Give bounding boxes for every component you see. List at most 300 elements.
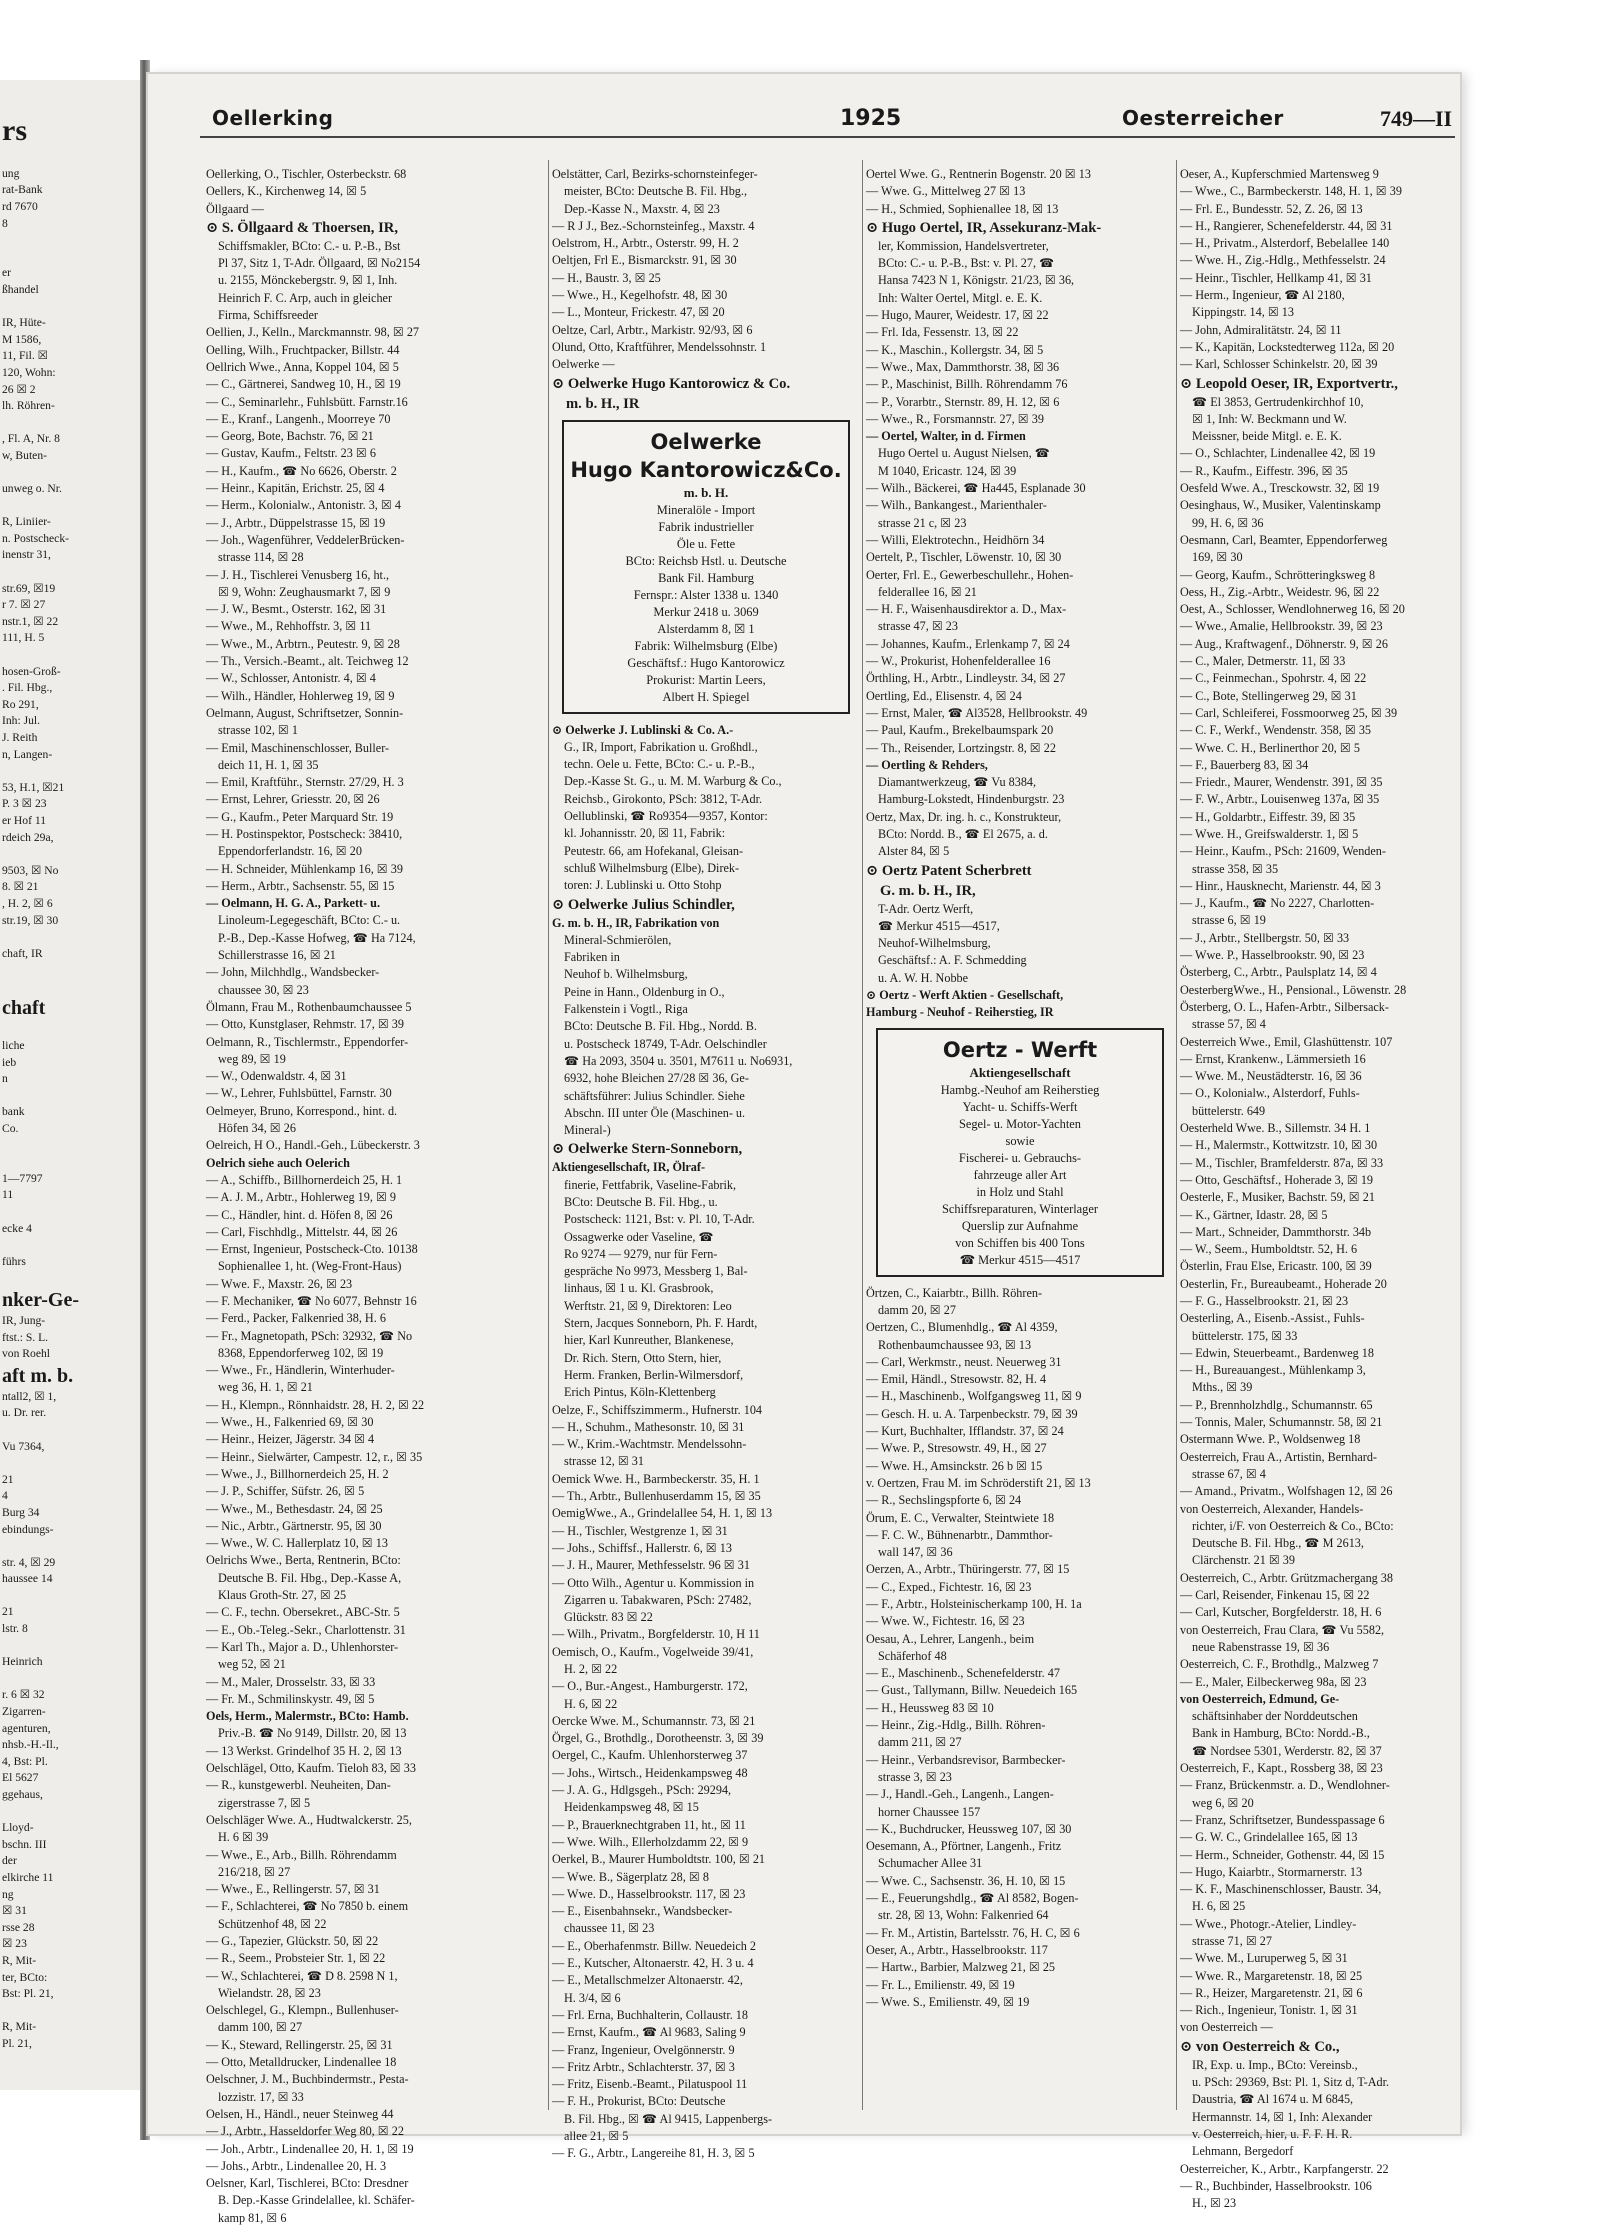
directory-entry-line: H., ☒ 23 <box>1192 2196 1237 2211</box>
directory-entry-line: — Kurt, Buchhalter, Ifflandstr. 37, ☒ 24 <box>866 1424 1064 1439</box>
directory-entry-line: Heidenkampsweg 48, ☒ 15 <box>564 1800 699 1815</box>
fragment-line: chaft, IR <box>2 946 43 960</box>
directory-entry-line: G., IR, Import, Fabrikation u. Großhdl., <box>564 739 758 754</box>
directory-entry-line: — F. G., Hasselbrookstr. 21, ☒ 23 <box>1180 1294 1349 1308</box>
directory-entry-line: — R., Sechslingspforte 6, ☒ 24 <box>866 1493 1022 1508</box>
directory-entry-line: Oesterreich, C. F., Brothdlg., Malzweg 7 <box>1180 1657 1379 1672</box>
fragment-line: liche <box>2 1039 25 1053</box>
fragment-line <box>0 498 140 515</box>
advert-line: Fischerei- u. Gebrauchs- <box>958 1150 1082 1165</box>
directory-entry-line: Daustria, ☎ Al 1674 u. M 6845, <box>1192 2092 1354 2107</box>
directory-entry-line: — Wilh., Händler, Hohlerweg 19, ☒ 9 <box>206 688 395 703</box>
directory-entry-line: G. m. b. H., IR, <box>880 882 976 899</box>
fragment-line: P. 3 ☒ 23 <box>2 797 47 811</box>
directory-entry-line: kl. Johannisstr. 20, ☒ 11, Fabrik: <box>564 826 726 841</box>
directory-entry-line: Oesterreich, F., Kapt., Rossberg 38, ☒ 23 <box>1180 1761 1383 1776</box>
directory-entry-line: techn. Oele u. Fette, BCto: C.- u. P.-B., <box>564 757 755 772</box>
directory-entry-line: Oesterle, F., Musiker, Bachstr. 59, ☒ 21 <box>1180 1190 1375 1205</box>
fragment-line <box>0 1455 140 1472</box>
directory-entry-line: H. 2, ☒ 22 <box>564 1662 618 1676</box>
directory-entry-line: — R J J., Bez.-Schornsteinfeg., Maxstr. 4 <box>552 218 755 233</box>
directory-entry-line: strasse 71, ☒ 27 <box>1192 1933 1272 1948</box>
directory-entry-line: G. m. b. H., IR, Fabrikation von <box>552 915 720 930</box>
fragment-line: Zigarren- <box>2 1705 46 1719</box>
directory-entry-line: — Frl. Erna, Buchhalterin, Collaustr. 18 <box>552 2007 748 2022</box>
directory-entry-line: — Ernst, Ingenieur, Postscheck-Cto. 10138 <box>206 1242 418 1257</box>
directory-entry-line: B. Fil. Hbg., ☒ ☎ Al 9415, Lappenbergs- <box>564 2111 773 2126</box>
directory-entry-line: Wielandstr. 28, ☒ 23 <box>218 1985 321 2000</box>
directory-entry-line: Höfen 34, ☒ 26 <box>218 1121 296 1136</box>
directory-entry-line: — Ernst, Krankenw., Lämmersieth 16 <box>1180 1051 1366 1066</box>
directory-entry-line: H. 6 ☒ 39 <box>218 1830 269 1845</box>
directory-entry-line: von Oesterreich, Alexander, Handels- <box>1180 1501 1364 1516</box>
directory-entry-line: — Wilh., Privatm., Borgfelderstr. 10, H 11 <box>552 1627 760 1642</box>
directory-entry-line: Oertzen, C., Blumenhdlg., ☎ Al 4359, <box>866 1320 1058 1335</box>
directory-entry-line: Oelmann, R., Tischlermstr., Eppendorfer- <box>206 1034 409 1049</box>
fragment-line: aft m. b. <box>2 1364 74 1387</box>
directory-entry-line: — H. F., Waisenhausdirektor a. D., Max- <box>866 602 1067 617</box>
directory-entry-line: — Herm., Ingenieur, ☎ Al 2180, <box>1180 288 1345 303</box>
directory-entry-line: IR, Exp. u. Imp., BCto: Vereinsb., <box>1192 2057 1358 2072</box>
directory-entry-line: ☎ Ha 2093, 3504 u. 3501, M7611 u. No6931, <box>564 1053 793 1068</box>
directory-entry-line: — H., Goldarbtr., Eiffestr. 39, ☒ 35 <box>1180 809 1356 824</box>
directory-entry-line: — Heinr., Heizer, Jägerstr. 34 ☒ 4 <box>206 1432 375 1447</box>
directory-entry-line: kamp 81, ☒ 6 <box>218 2210 287 2225</box>
fragment-line: er <box>2 266 12 280</box>
directory-entry-line: — Karl Th., Major a. D., Uhlenhorster- <box>206 1639 399 1654</box>
directory-entry-line: — Otto, Kunstglaser, Rehmstr. 17, ☒ 39 <box>206 1017 404 1032</box>
directory-entry-line: Oesterreich, C., Arbtr. Grützmachergang 38 <box>1180 1570 1393 1585</box>
directory-entry-line: damm 211, ☒ 27 <box>878 1735 962 1750</box>
fragment-line: lh. Röhren- <box>2 399 55 413</box>
fragment-line <box>0 979 140 996</box>
directory-entry-line: — W., Schlachterei, ☎ D 8. 2598 N 1, <box>206 1968 398 1983</box>
directory-entry-line: — F., Bauerberg 83, ☒ 34 <box>1180 757 1309 772</box>
fragment-line: Bst: Pl. 21, <box>2 1987 54 2001</box>
directory-entry-line: Ölmann, Frau M., Rothenbaumchaussee 5 <box>206 999 412 1014</box>
directory-entry-line: Schiffsmakler, BCto: C.- u. P.-B., Bst <box>218 238 401 253</box>
directory-entry-line: — H., Privatm., Alsterdorf, Bebelallee 140 <box>1180 236 1390 251</box>
directory-entry-line: — Wwe. D., Hasselbrookstr. 117, ☒ 23 <box>552 1886 746 1901</box>
directory-entry-line: Aktiengesellschaft, IR, Ölraf- <box>552 1160 705 1175</box>
directory-entry-line: — Rich., Ingenieur, Tonistr. 1, ☒ 31 <box>1180 2003 1358 2018</box>
directory-entry-line: Heinrich F. C. Arp, auch in gleicher <box>218 290 393 305</box>
directory-entry-line: — John, Admiralitätstr. 24, ☒ 11 <box>1180 322 1342 337</box>
directory-entry-line: — Carl, Kutscher, Borgfelderstr. 18, H. 6 <box>1180 1605 1382 1620</box>
directory-entry-line: 8368, Eppendorferweg 102, ☒ 19 <box>218 1345 384 1360</box>
directory-entry-line: — Wwe. F., Maxstr. 26, ☒ 23 <box>206 1276 353 1291</box>
directory-entry-line: — Fr. M., Schmilinskystr. 49, ☒ 5 <box>206 1691 375 1706</box>
directory-entry-line: — Georg, Bote, Bachstr. 76, ☒ 21 <box>206 429 374 444</box>
directory-entry-line: — J., Kaufm., ☎ No 2227, Charlotten- <box>1180 896 1375 911</box>
fragment-line <box>0 299 140 316</box>
directory-entry-line: — H., Kaufm., ☎ No 6626, Oberstr. 2 <box>206 463 397 478</box>
directory-entry-line: — Wwe. P., Stresowstr. 49, H., ☒ 27 <box>866 1441 1047 1456</box>
directory-entry-line: BCto: Deutsche B. Fil. Hbg., u. <box>564 1194 718 1209</box>
column-divider <box>548 160 549 2110</box>
directory-entry-line: — M., Tischler, Bramfelderstr. 87a, ☒ 33 <box>1180 1155 1384 1170</box>
directory-entry-line: Erich Pintus, Köln-Klettenberg <box>564 1385 716 1400</box>
directory-entry-line: — H., Schmied, Sophienallee 18, ☒ 13 <box>866 201 1059 216</box>
directory-entry-line: — Nic., Arbtr., Gärtnerstr. 95, ☒ 30 <box>206 1518 382 1533</box>
directory-entry-line: — W., Krim.-Wachtmstr. Mendelssohn- <box>552 1437 747 1452</box>
directory-entry-line: — Otto, Metalldrucker, Lindenallee 18 <box>206 2055 397 2070</box>
directory-entry-line: Geschäftsf.: A. F. Schmedding <box>878 953 1027 968</box>
directory-entry-line: — J. A. G., Hdlgsgeh., PSch: 29294, <box>552 1783 732 1798</box>
fragment-line: hosen-Groß- <box>2 664 61 678</box>
directory-entry-line: Falkenstein i Vogtl., Riga <box>564 1002 688 1017</box>
advert-title: Hugo Kantorowicz&Co. <box>570 457 842 482</box>
directory-entry-line: — Otto, Geschäftsf., Hoherade 3, ☒ 19 <box>1180 1172 1374 1187</box>
directory-entry-line: — Wwe. C. H., Berlinerthor 20, ☒ 5 <box>1180 740 1360 755</box>
directory-entry-line: — Joh., Arbtr., Lindenallee 20, H. 1, ☒ 19 <box>206 2141 414 2156</box>
fragment-line: führs <box>2 1254 26 1268</box>
advert-line: ☎ Merkur 4515—4517 <box>959 1252 1081 1267</box>
fragment-line <box>0 2003 140 2020</box>
fragment-line <box>0 1237 140 1254</box>
fragment-line: 120, Wohn: <box>2 365 56 379</box>
directory-entry-line: — A., Schiffb., Billhornerdeich 25, H. 1 <box>206 1172 403 1187</box>
directory-entry-line: weg 89, ☒ 19 <box>218 1051 286 1066</box>
directory-entry-line: — Paul, Kaufm., Brekelbaumspark 20 <box>866 723 1054 738</box>
directory-entry-line: — Aug., Kraftwagenf., Döhnerstr. 9, ☒ 26 <box>1180 636 1388 651</box>
directory-entry-line: — Emil, Händl., Stresowstr. 82, H. 4 <box>866 1372 1047 1387</box>
directory-entry-line: wall 147, ☒ 36 <box>878 1545 953 1560</box>
advert-line: Alsterdamm 8, ☒ 1 <box>657 621 755 636</box>
directory-entry-line: strasse 358, ☒ 35 <box>1192 861 1279 876</box>
directory-entry-line: Oerzen, A., Arbtr., Thüringerstr. 77, ☒ 15 <box>866 1562 1070 1577</box>
directory-entry-line: — K., Buchdrucker, Heussweg 107, ☒ 30 <box>866 1821 1072 1836</box>
directory-entry-line: — C. F., Werkf., Wendenstr. 358, ☒ 35 <box>1180 723 1372 738</box>
directory-entry-line: — Wwe., H., Falkenried 69, ☒ 30 <box>206 1415 374 1430</box>
fragment-line: Vu 7364, <box>2 1439 45 1453</box>
directory-entry-line: Clärchenstr. 21 ☒ 39 <box>1192 1553 1295 1568</box>
directory-entry-line: Herm. Franken, Berlin-Wilmersdorf, <box>564 1367 744 1382</box>
directory-entry-line: Oesterreich Wwe., Emil, Glashüttenstr. 107 <box>1180 1034 1393 1049</box>
directory-entry-line: str. 28, ☒ 13, Wohn: Falkenried 64 <box>878 1908 1049 1923</box>
directory-entry-line: Oelsen, H., Händl., neuer Steinweg 44 <box>206 2106 394 2121</box>
directory-entry-line: — H. Postinspektor, Postscheck: 38410, <box>206 826 403 841</box>
directory-entry-line: felderallee 16, ☒ 21 <box>878 584 977 599</box>
advert-line: Segel- u. Motor-Yachten <box>958 1116 1082 1131</box>
directory-entry-line: — Wwe., J., Billhornerdeich 25, H. 2 <box>206 1466 389 1481</box>
directory-entry-line: — K., Maschin., Kollergstr. 34, ☒ 5 <box>866 342 1044 357</box>
directory-entry-line: — C. F., techn. Obersekret., ABC-Str. 5 <box>206 1605 400 1620</box>
running-head-year: 1925 <box>840 106 902 131</box>
directory-entry-line: — Wwe., Fr., Händlerin, Winterhuder- <box>206 1363 395 1378</box>
directory-entry-line: — Fr. L., Emilienstr. 49, ☒ 19 <box>866 1977 1015 1992</box>
fragment-line: , Fl. A, Nr. 8 <box>2 432 60 446</box>
fragment-line: unweg o. Nr. <box>2 482 62 496</box>
directory-entry-line: — W., Seem., Humboldtstr. 52, H. 6 <box>1180 1242 1358 1257</box>
fragment-line: Pl. 21, <box>2 2036 32 2050</box>
directory-entry-line: — E., Eisenbahnsekr., Wandsbecker- <box>552 1904 733 1919</box>
directory-entry-line: — K. F., Maschinenschlosser, Baustr. 34, <box>1180 1882 1382 1897</box>
directory-entry-line: — O., Kolonialw., Alsterdorf, Fuhls- <box>1180 1086 1360 1101</box>
directory-entry-line: Oesterlin, Fr., Bureaubeamt., Hoherade 20 <box>1180 1276 1387 1291</box>
fragment-line: lstr. 8 <box>2 1622 28 1636</box>
directory-entry-line: ⊙ Oelwerke Stern-Sonneborn, <box>552 1141 743 1158</box>
directory-entry-line: chaussee 30, ☒ 23 <box>218 982 309 997</box>
advert-line: Fabrik industrieller <box>658 519 754 534</box>
directory-entry-line: weg 36, H. 1, ☒ 21 <box>218 1380 313 1395</box>
fragment-line <box>0 1638 140 1655</box>
directory-entry-line: Oelschlägel, Otto, Kaufm. Tieloh 83, ☒ 33 <box>206 1761 416 1776</box>
fragment-line <box>0 1021 140 1038</box>
directory-entry-line: Oelschner, J. M., Buchbindermstr., Pesta- <box>206 2072 409 2087</box>
directory-entry-line: — Wwe. R., Margaretenstr. 18, ☒ 25 <box>1180 1968 1363 1983</box>
directory-entry-line: — Willi, Elektrotechn., Heidhörn 34 <box>866 532 1045 547</box>
directory-entry-line: schluß Wilhelmsburg (Elbe), Direk- <box>564 860 740 875</box>
advert-subtitle: m. b. H. <box>683 484 729 500</box>
directory-entry-line: Firma, Schiffsreeder <box>218 308 318 323</box>
advert-title: Oelwerke <box>650 429 762 454</box>
directory-entry-line: — Carl, Schleiferei, Fossmoorweg 25, ☒ 39 <box>1180 705 1398 720</box>
directory-entry-line: — Wwe. H., Amsinckstr. 26 b ☒ 15 <box>866 1458 1043 1473</box>
directory-entry-line: — Carl, Werkmstr., neust. Neuerweg 31 <box>866 1354 1062 1369</box>
directory-entry-line: — C., Seminarlehr., Fuhlsbütt. Farnstr.16 <box>206 394 408 409</box>
directory-entry-line: von Oesterreich, Edmund, Ge- <box>1180 1691 1340 1706</box>
directory-entry-line: deich 11, H. 1, ☒ 35 <box>218 757 319 772</box>
directory-entry-line: u. 2155, Mönckebergstr. 9, ☒ 1, Inh. <box>218 273 398 288</box>
directory-entry-line: Kippingstr. 14, ☒ 13 <box>1192 305 1294 320</box>
directory-entry-line: Dr. Rich. Stern, Otto Stern, hier, <box>564 1350 722 1365</box>
directory-entry-line: — Wwe., M., Bethesdastr. 24, ☒ 25 <box>206 1501 383 1516</box>
directory-entry-line: ⊙ Oelwerke Hugo Kantorowicz & Co. <box>552 375 791 392</box>
directory-entry-line: büttelerstr. 649 <box>1192 1103 1266 1118</box>
fragment-line: nhsb.-H.-Il., <box>2 1738 59 1752</box>
fragment-line <box>0 1422 140 1439</box>
directory-entry-line: — Gustav, Kaufm., Feltstr. 23 ☒ 6 <box>206 446 376 461</box>
directory-entry-line: zigerstrasse 7, ☒ 5 <box>218 1795 311 1810</box>
fragment-line: ecke 4 <box>2 1221 32 1235</box>
directory-column-3 <box>866 166 1172 2126</box>
fragment-line <box>0 1804 140 1821</box>
advert-line: sowie <box>1005 1133 1035 1148</box>
page-number: 749—II <box>1380 106 1453 131</box>
fragment-line <box>0 846 140 863</box>
fragment-line <box>0 464 140 481</box>
directory-entry-line: Oeser, A., Kupferschmied Martensweg 9 <box>1180 167 1379 181</box>
directory-entry-line: — Oelmann, H. G. A., Parkett- u. <box>206 896 381 911</box>
directory-entry-line: — J., Arbtr., Stellbergstr. 50, ☒ 33 <box>1180 930 1350 945</box>
directory-entry-line: Oelstätter, Carl, Bezirks-schornsteinfeger- <box>552 167 758 181</box>
advert-line: Merkur 2418 u. 3069 <box>653 604 759 619</box>
fragment-line: n, Langen- <box>2 747 53 761</box>
directory-entry-line: — H., Maschinenb., Wolfgangsweg 11, ☒ 9 <box>866 1389 1082 1404</box>
directory-entry-line: — Wwe., H., Kegelhofstr. 48, ☒ 30 <box>552 288 728 303</box>
directory-entry-line: Abschn. III unter Öle (Maschinen- u. <box>564 1105 746 1120</box>
directory-entry-line: BCto: Nordd. B., ☎ El 2675, a. d. <box>878 826 1048 841</box>
directory-entry-line: Oertling, Ed., Elisenstr. 4, ☒ 24 <box>866 688 1022 703</box>
directory-entry-line: Oesinghaus, W., Musiker, Valentinskamp <box>1180 498 1381 513</box>
directory-entry-line: Ossagwerke oder Vaseline, ☎ <box>564 1229 714 1244</box>
directory-entry-line: horner Chaussee 157 <box>878 1804 981 1819</box>
fragment-line <box>0 1588 140 1605</box>
directory-entry-line: Mths., ☒ 39 <box>1192 1380 1253 1395</box>
directory-entry-line: ⊙ Oelwerke Julius Schindler, <box>552 896 735 913</box>
fragment-line: R, Mit- <box>2 2020 37 2034</box>
directory-entry-line: OesterbergWwe., H., Pensional., Löwenstr. 28 <box>1180 982 1407 997</box>
directory-entry-line: Oelreich, H O., Handl.-Geh., Lübeckerstr. 3 <box>206 1138 420 1153</box>
directory-entry-line: Örthling, H., Arbtr., Lindleystr. 34, ☒ 27 <box>866 671 1066 686</box>
advert-subtitle: Aktiengesellschaft <box>969 1064 1071 1080</box>
directory-entry-line: — Oertel, Walter, in d. Firmen <box>866 429 1026 444</box>
directory-entry-line: — C., Gärtnerei, Sandweg 10, H., ☒ 19 <box>206 377 401 392</box>
fragment-line: Burg 34 <box>2 1505 40 1519</box>
directory-entry-line: Oesterheld Wwe. B., Sillemstr. 34 H. 1 <box>1180 1121 1371 1136</box>
directory-entry-line: — H. Schneider, Mühlenkamp 16, ☒ 39 <box>206 861 403 876</box>
directory-entry-line: Olund, Otto, Kraftführer, Mendelssohnstr. 1 <box>552 339 767 354</box>
fragment-line: der <box>2 1854 17 1868</box>
directory-entry-line: B. Dep.-Kasse Grindelallee, kl. Schäfer- <box>218 2193 415 2208</box>
fragment-line: Heinrich <box>2 1655 43 1669</box>
directory-entry-line: — Wwe., C., Barmbeckerstr. 148, H. 1, ☒ 39 <box>1180 184 1402 199</box>
fragment-line: ☒ 31 <box>2 1904 27 1918</box>
directory-entry-line: Inh: Walter Oertel, Mitgl. e. E. K. <box>878 290 1043 305</box>
fragment-line: 53, H.1, ☒21 <box>2 780 65 794</box>
advert-line: Albert H. Spiegel <box>662 689 750 704</box>
directory-entry-line: — R., Kaufm., Eiffestr. 396, ☒ 35 <box>1180 463 1348 478</box>
directory-entry-line: ⊙ S. Öllgaard & Thoersen, IR, <box>206 219 398 236</box>
directory-entry-line: von Oesterreich, Frau Clara, ☎ Vu 5582, <box>1180 1622 1385 1637</box>
directory-entry-line: lozzistr. 17, ☒ 33 <box>218 2089 304 2104</box>
fragment-line <box>0 1204 140 1221</box>
column-divider <box>862 160 863 2110</box>
directory-entry-line: — Otto Wilh., Agentur u. Kommission in <box>552 1575 755 1590</box>
directory-entry-line: strasse 114, ☒ 28 <box>218 550 304 565</box>
directory-entry-line: — W., Prokurist, Hohenfelderallee 16 <box>866 654 1051 669</box>
directory-entry-line: Postscheck: 1121, Bst: v. Pl. 10, T-Adr. <box>564 1212 755 1227</box>
fragment-line: ng <box>2 1887 14 1901</box>
directory-entry-line: Lehmann, Bergedorf <box>1192 2144 1294 2159</box>
fragment-line: Inh: Jul. <box>2 714 41 728</box>
directory-entry-line: — Amand., Privatm., Wolfshagen 12, ☒ 26 <box>1180 1484 1393 1499</box>
fragment-line: inenstr 31, <box>2 548 51 562</box>
directory-entry-line: Oelwerke — <box>552 357 615 372</box>
directory-entry-line: — C., Exped., Fichtestr. 16, ☒ 23 <box>866 1579 1032 1594</box>
directory-entry-line: — Wwe., E., Arb., Billh. Röhrendamm <box>206 1847 397 1862</box>
directory-entry-line: Linoleum-Legegeschäft, BCto: C.- u. <box>218 913 401 928</box>
advert-oertz-werft <box>876 1028 1164 1277</box>
directory-entry-line: — Johs., Wirtsch., Heidenkampsweg 48 <box>552 1765 748 1780</box>
directory-entry-line: Oelschlegel, G., Klempn., Bullenhuser- <box>206 2003 399 2018</box>
fragment-line: 9503, ☒ No <box>2 863 59 877</box>
fragment-line: 11 <box>2 1188 14 1202</box>
fragment-line: r. 6 ☒ 32 <box>2 1688 45 1702</box>
directory-entry-line: 99, H. 6, ☒ 36 <box>1192 515 1264 530</box>
directory-entry-line: Oelstrom, H., Arbtr., Osterstr. 99, H. 2 <box>552 236 739 251</box>
directory-entry-line: linhaus, ☒ 1 u. Kl. Grasbrook, <box>564 1281 714 1296</box>
advert-line: fahrzeuge aller Art <box>973 1167 1067 1182</box>
directory-entry-line: — H., Heussweg 83 ☒ 10 <box>866 1700 994 1715</box>
directory-entry-line: — E., Maschinenb., Schenefelderstr. 47 <box>866 1666 1060 1681</box>
directory-entry-line: Oeltjen, Frl E., Bismarckstr. 91, ☒ 30 <box>552 253 737 268</box>
directory-entry-line: hier, Karl Kunreuther, Blankenese, <box>564 1333 734 1348</box>
directory-entry-line: weg 52, ☒ 21 <box>218 1657 286 1672</box>
directory-entry-line: Eppendorferlandstr. 16, ☒ 20 <box>218 844 362 859</box>
fragment-line: agenturen, <box>2 1721 51 1735</box>
directory-entry-line: — H., Malermstr., Kottwitzstr. 10, ☒ 30 <box>1180 1138 1378 1153</box>
directory-entry-line: Oelmann, August, Schriftsetzer, Sonnin- <box>206 705 404 720</box>
directory-entry-line: — Heinr., Kapitän, Erichstr. 25, ☒ 4 <box>206 481 385 496</box>
directory-entry-line: — C., Bote, Stellingerweg 29, ☒ 31 <box>1180 688 1357 703</box>
directory-entry-line: damm 20, ☒ 27 <box>878 1302 956 1317</box>
directory-entry-line: — Johs., Arbtr., Lindenallee 20, H. 3 <box>206 2158 387 2173</box>
directory-column-2 <box>552 166 858 2161</box>
directory-entry-line: — Wwe. Wilh., Ellerholzdamm 22, ☒ 9 <box>552 1834 749 1849</box>
directory-entry-line: Ostermann Wwe. P., Woldsenweg 18 <box>1180 1432 1361 1447</box>
fragment-line <box>0 149 140 166</box>
directory-entry-line: — F. H., Prokurist, BCto: Deutsche <box>552 2094 726 2109</box>
directory-entry-line: — Wwe., Amalie, Hellbrookstr. 39, ☒ 23 <box>1180 619 1383 634</box>
directory-entry-line: Peutestr. 66, am Hofekanal, Gleisan- <box>564 843 744 858</box>
directory-entry-line: Oergel, C., Kaufm. Uhlenhorsterweg 37 <box>552 1748 748 1763</box>
directory-entry-line: BCto: C.- u. P.-B., Bst: v. Pl. 27, ☎ <box>878 256 1055 271</box>
fragment-line <box>0 564 140 581</box>
fragment-line: elkirche 11 <box>2 1870 54 1884</box>
directory-entry-line: — P., Brauerknechtgraben 11, ht., ☒ 11 <box>552 1817 746 1832</box>
directory-entry-line: — Franz, Ingenieur, Ovelgönnerstr. 9 <box>552 2042 735 2057</box>
advert-hugo-kantorowicz <box>562 420 850 714</box>
directory-entry-line: allee 21, ☒ 5 <box>564 2129 629 2144</box>
directory-entry-line: — Heinr., Zig.-Hdlg., Billh. Röhren- <box>866 1718 1046 1733</box>
directory-entry-line: Oemisch, O., Kaufm., Vogelweide 39/41, <box>552 1644 754 1659</box>
directory-entry-line: Oelling, Wilh., Fruchtpacker, Billstr. 44 <box>206 342 400 357</box>
directory-entry-line: — Herm., Arbtr., Sachsenstr. 55, ☒ 15 <box>206 878 395 893</box>
directory-entry-line: — E., Metallschmelzer Altonaerstr. 42, <box>552 1973 743 1988</box>
directory-entry-line: Österlin, Frau Else, Ericastr. 100, ☒ 39 <box>1180 1259 1372 1274</box>
directory-entry-line: — Wwe. G., Mittelweg 27 ☒ 13 <box>866 184 1026 199</box>
directory-entry-line: — K., Gärtner, Idastr. 28, ☒ 5 <box>1180 1207 1328 1222</box>
directory-entry-line: — F. C. W., Bühnenarbtr., Dammthor- <box>866 1527 1053 1542</box>
directory-entry-line: H. 6, ☒ 22 <box>564 1696 618 1711</box>
directory-entry-line: — F. G., Arbtr., Langereihe 81, H. 3, ☒ 5 <box>552 2146 755 2161</box>
fragment-line: IR, Jung- <box>2 1313 46 1327</box>
fragment-line <box>0 763 140 780</box>
directory-entry-line: Oesterling, A., Eisenb.-Assist., Fuhls- <box>1180 1311 1365 1326</box>
advert-title: Oertz - Werft <box>942 1037 1098 1062</box>
directory-entry-line: — P., Brennholzhdlg., Schumannstr. 65 <box>1180 1397 1373 1412</box>
directory-entry-line: — Wwe. C., Sachsenstr. 36, H. 10, ☒ 15 <box>866 1873 1066 1888</box>
directory-entry-line: Oelmeyer, Bruno, Korrespond., hint. d. <box>206 1103 398 1118</box>
fragment-line <box>0 1671 140 1688</box>
directory-entry-line: chaussee 11, ☒ 23 <box>564 1921 655 1936</box>
directory-entry-line: weg 6, ☒ 20 <box>1192 1795 1254 1810</box>
directory-entry-line: strasse 57, ☒ 4 <box>1192 1017 1266 1032</box>
fragment-line: n <box>2 1072 8 1086</box>
directory-entry-line: Oellublinski, ☎ Ro9354—9357, Kontor: <box>564 809 768 824</box>
directory-entry-line: — Wilh., Bäckerei, ☎ Ha445, Esplanade 30 <box>866 481 1086 496</box>
directory-entry-line: — John, Milchhdlg., Wandsbecker- <box>206 965 380 980</box>
fragment-line <box>0 415 140 432</box>
directory-entry-line: Oerter, Frl. E., Gewerbeschullehr., Hohen- <box>866 567 1074 582</box>
fragment-line <box>0 249 140 266</box>
adjacent-page-fragment <box>0 80 140 2090</box>
fragment-line: er Hof 11 <box>2 813 46 827</box>
directory-entry-line: schäftsführer: Julius Schindler. Siehe <box>564 1088 745 1103</box>
directory-entry-line: Schützenhof 48, ☒ 22 <box>218 1916 327 1931</box>
fragment-line <box>0 232 140 249</box>
directory-entry-line: — Ferd., Packer, Falkenried 38, H. 6 <box>206 1311 386 1326</box>
fragment-line <box>0 80 140 97</box>
directory-entry-line: — Wwe., Photogr.-Atelier, Lindley- <box>1180 1916 1357 1931</box>
fragment-line: IR, Hüte- <box>2 316 46 330</box>
directory-entry-line: Örtzen, C., Kaiarbtr., Billh. Röhren- <box>866 1285 1043 1300</box>
directory-entry-line: — Th., Versich.-Beamt., alt. Teichweg 12 <box>206 654 409 669</box>
directory-entry-line: Oellien, J., Kelln., Marckmannstr. 98, ☒ 27 <box>206 325 420 340</box>
directory-entry-line: neue Rabenstrasse 19, ☒ 36 <box>1192 1639 1330 1654</box>
